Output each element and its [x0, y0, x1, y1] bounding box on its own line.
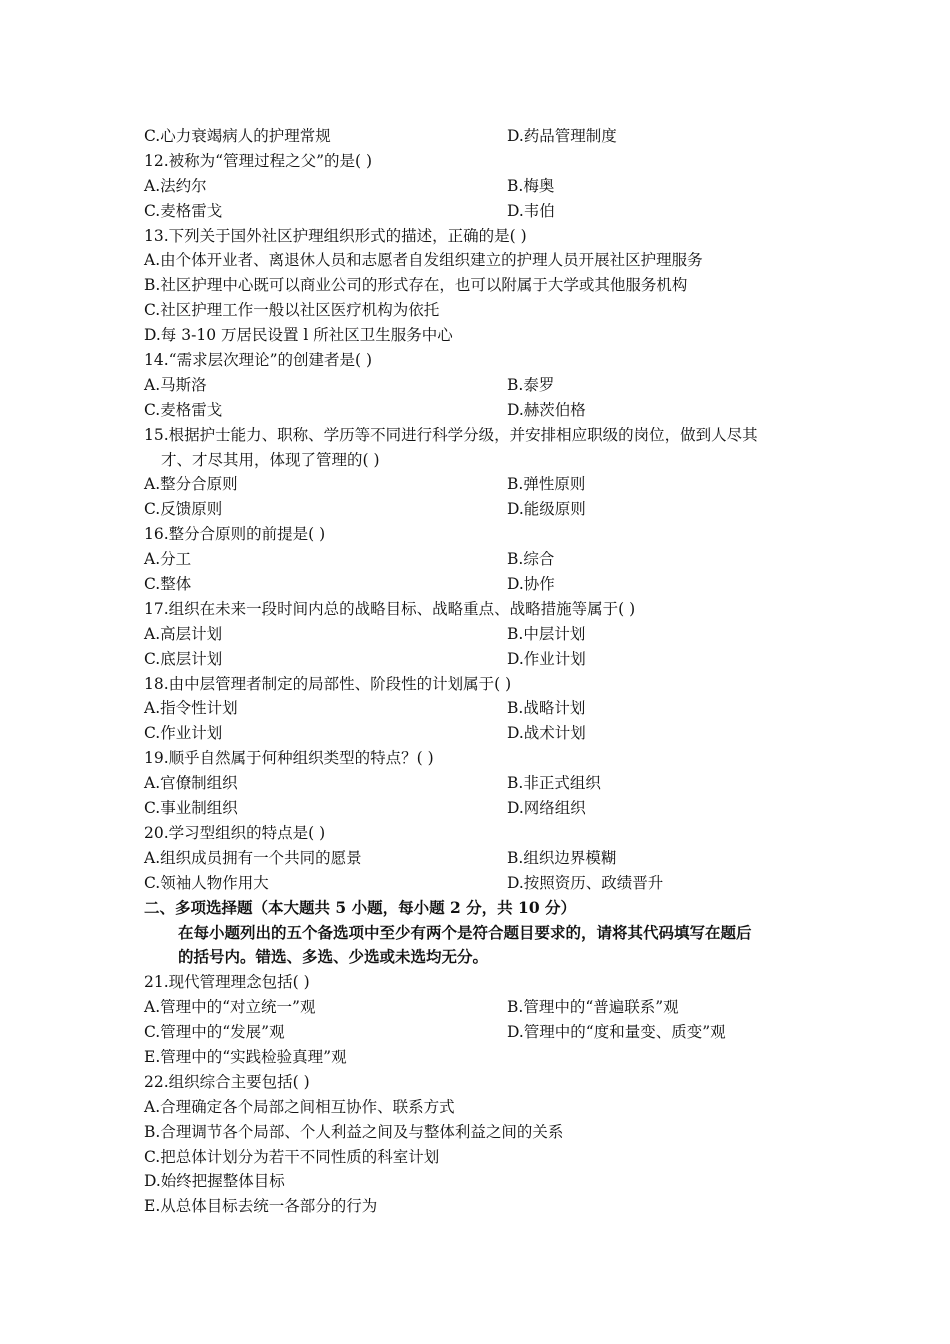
option-text: C.心力衰竭病人的护理常规 — [144, 127, 331, 145]
option-text: D.赫茨伯格 — [507, 400, 586, 419]
option-text: D.网络组织 — [507, 799, 586, 818]
option-row — [144, 696, 814, 721]
option-text: B.综合 — [507, 550, 555, 569]
option-text: D.按照资历、政绩晋升 — [507, 873, 664, 892]
section-heading: 二、多项选择题（本大题共 5 小题，每小题 2 分，共 10 分） — [144, 897, 577, 917]
option-text: A.组织成员拥有一个共同的愿景 — [144, 848, 362, 867]
option-row — [144, 199, 814, 224]
option-text: C.事业制组织 — [144, 799, 238, 818]
option-text: C.反馈原则 — [144, 500, 223, 519]
option-text: C.底层计划 — [144, 649, 223, 668]
option-row — [144, 796, 814, 821]
question-line: 19.顺乎自然属于何种组织类型的特点？( ) — [144, 749, 434, 768]
question-line: 20.学习型组织的特点是( ) — [144, 823, 326, 842]
section-instruction: 在每小题列出的五个备选项中至少有两个是符合题目要求的，请将其代码填写在题后 — [178, 922, 752, 942]
option-text: B.非正式组织 — [507, 774, 601, 793]
option-row — [144, 871, 814, 896]
option-text: D.作业计划 — [507, 649, 586, 668]
question-line: 21.现代管理理念包括( ) — [144, 973, 310, 992]
option-text: A.指令性计划 — [144, 699, 238, 718]
option-text: A.法约尔 — [144, 176, 207, 195]
question-line: 13.下列关于国外社区护理组织形式的描述，正确的是( ) — [144, 226, 527, 245]
option-row — [144, 1020, 814, 1045]
question-line: 14.“需求层次理论”的创建者是( ) — [144, 351, 373, 370]
option-text: B.战略计划 — [507, 699, 586, 718]
exam-content — [144, 124, 814, 1219]
question-line: B.社区护理中心既可以商业公司的形式存在，也可以附属于大学或其他服务机构 — [144, 276, 688, 295]
option-row — [144, 124, 814, 149]
option-text: D.战术计划 — [507, 724, 586, 743]
option-text: A.官僚制组织 — [144, 774, 238, 793]
option-text: B.中层计划 — [507, 624, 586, 643]
question-line: C.把总体计划分为若干不同性质的科室计划 — [144, 1147, 440, 1166]
option-row — [144, 995, 814, 1020]
question-line: A.由个体开业者、离退休人员和志愿者自发组织建立的护理人员开展社区护理服务 — [144, 251, 703, 270]
option-text: B.弹性原则 — [507, 475, 586, 494]
option-row — [144, 622, 814, 647]
question-line: 才、才尽其用，体现了管理的( ) — [161, 450, 380, 469]
option-row — [144, 572, 814, 597]
option-row — [144, 373, 814, 398]
option-row — [144, 647, 814, 672]
option-text: A.整分合原则 — [144, 475, 238, 494]
option-row — [144, 472, 814, 497]
question-line: D.每 3-10 万居民设置 l 所社区卫生服务中心 — [144, 326, 453, 345]
option-text: C.麦格雷戈 — [144, 400, 223, 419]
section-instruction: 的括号内。错选、多选、少选或未选均无分。 — [178, 947, 489, 967]
question-line: E.管理中的“实践检验真理”观 — [144, 1047, 347, 1066]
option-text: B.组织边界模糊 — [507, 848, 617, 867]
option-text: D.药品管理制度 — [507, 127, 617, 145]
option-text: A.管理中的“对立统一”观 — [144, 998, 316, 1017]
option-row — [144, 174, 814, 199]
option-row — [144, 721, 814, 746]
option-text: A.马斯洛 — [144, 375, 207, 394]
option-text: C.整体 — [144, 575, 192, 594]
option-text: D.能级原则 — [507, 500, 586, 519]
option-text: C.领袖人物作用大 — [144, 873, 269, 892]
question-line: 15.根据护士能力、职称、学历等不同进行科学分级，并安排相应职级的岗位，做到人尽其 — [144, 425, 758, 444]
question-line: 17.组织在未来一段时间内总的战略目标、战略重点、战略措施等属于( ) — [144, 599, 636, 618]
option-text: D.韦伯 — [507, 201, 555, 220]
question-line: 22.组织综合主要包括( ) — [144, 1072, 310, 1091]
question-line: B.合理调节各个局部、个人利益之间及与整体利益之间的关系 — [144, 1122, 564, 1141]
option-row — [144, 771, 814, 796]
option-text: C.作业计划 — [144, 724, 223, 743]
question-line: E.从总体目标去统一各部分的行为 — [144, 1197, 378, 1216]
option-row — [144, 846, 814, 871]
question-line: C.社区护理工作一般以社区医疗机构为依托 — [144, 301, 440, 320]
question-line: D.始终把握整体目标 — [144, 1172, 285, 1191]
option-text: A.高层计划 — [144, 624, 223, 643]
option-text: B.梅奥 — [507, 176, 555, 195]
question-line: 16.整分合原则的前提是( ) — [144, 525, 326, 544]
question-line: 12.被称为“管理过程之父”的是( ) — [144, 151, 373, 170]
option-text: B.泰罗 — [507, 375, 555, 394]
question-line: 18.由中层管理者制定的局部性、阶段性的计划属于( ) — [144, 674, 512, 693]
option-text: C.管理中的“发展”观 — [144, 1023, 285, 1042]
option-row — [144, 398, 814, 423]
option-text: C.麦格雷戈 — [144, 201, 223, 220]
option-text: B.管理中的“普遍联系”观 — [507, 998, 679, 1017]
question-line: A.合理确定各个局部之间相互协作、联系方式 — [144, 1097, 455, 1116]
option-text: D.管理中的“度和量变、质变”观 — [507, 1023, 726, 1042]
option-text: A.分工 — [144, 550, 192, 569]
option-text: D.协作 — [507, 575, 555, 594]
option-row — [144, 497, 814, 522]
option-row — [144, 547, 814, 572]
